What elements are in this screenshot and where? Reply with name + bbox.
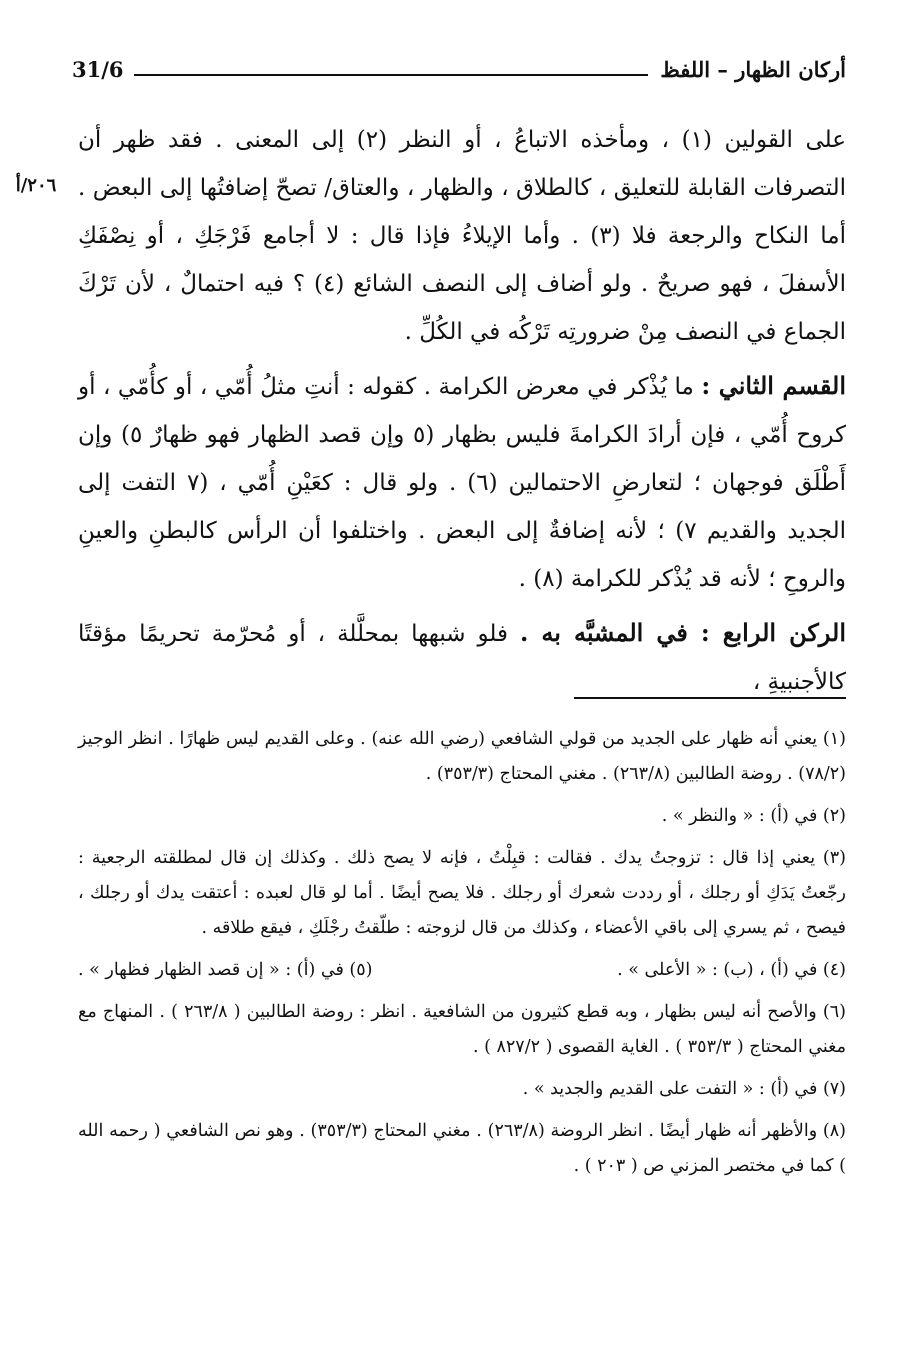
page-number: 31/6 <box>72 57 124 82</box>
footnote-separator <box>574 697 846 699</box>
paragraph-3-text: فلو شبهها بمحلَّلة ، أو مُحرّمة تحريمًا مؤقتًا كالأجنبيةِ ، <box>78 621 846 695</box>
margin-note: ٢٠٦/أ <box>15 175 57 196</box>
footnote-2: (٢) في (أ) : « والنظر » . <box>661 806 846 826</box>
header-rule <box>134 74 649 76</box>
section-heading-3: الركن الرابع : في المشبَّه به . <box>520 618 846 647</box>
footnote-row-4-5 <box>78 953 846 988</box>
footnote-8: (٨) والأظهر أنه ظهار أيضًا . انظر الروضة (٢٦٣/٨) . مغني المحتاج (٣٥٣/٣) . وهو نص الشافعي ( رحمه الله ) كما في مختصر المزني ص ( ٢٠٣ ) . <box>78 1121 846 1176</box>
section-heading-2: القسم الثاني : <box>701 371 847 400</box>
paragraph-2 <box>78 362 846 603</box>
paragraph-2-text: ما يُذْكر في معرض الكرامة . كقوله : أنتِ مثلُ أُمّي ، أو كأُمّي ، أو كروح أُمّي ، فإن أرادَ الكرامةَ فليس بظهار (٥ وإن قصد الظهار فهو ظهارٌ ٥) وإن أَطْلَق فوجهان ؛ لتعارضِ الاحتمالين (٦) . ولو قال : كعَيْنِ أُمّي ، (٧ التفت إلى الجديد والقديم ٧) ؛ لأنه إضافةٌ إلى البعض . واختلفوا أن الرأس كالبطنِ والعينِ والروحِ ؛ لأنه قد يُذْكر للكرامة (٨) . <box>78 374 847 592</box>
footnote-5: (٥) في (أ) : « إن قصد الظهار فظهار » . <box>78 960 373 980</box>
header-title: أركان الظهار – اللفظ <box>660 57 846 82</box>
footnote-4: (٤) في (أ) ، (ب) : « الأعلى » . <box>617 960 846 980</box>
running-header <box>72 48 846 82</box>
main-text <box>78 116 846 712</box>
paragraph-1: على القولين (١) ، ومأخذه الاتباعُ ، أو النظر (٢) إلى المعنى . فقد ظهر أن التصرفات القابلة للتعليق ، كالطلاق ، والظهار ، والعتاق/ تصحّ إضافتُها إلى البعض . أما النكاح والرجعة فلا (٣) . وأما الإيلاءُ فإذا قال : لا أجامع فَرْجَكِ ، أو نِصْفَكِ الأسفلَ ، فهو صريحٌ . ولو أضاف إلى النصف الشائع (٤) ؟ فيه احتمالٌ ، لأن تَرْكَ الجماع في النصف مِنْ ضرورتِه تَرْكُه في الكُلِّ . <box>78 127 847 345</box>
footnote-3: (٣) يعني إذا قال : تزوجتُ يدك . فقالت : قبِلْتُ ، فإنه لا يصح ذلك . وكذلك إن قال لمطلقته الرجعية : رجّعتُ يَدَكِ أو رجلك ، أو رددت شعرك أو رجلك . فلا يصح أيضًا . أما لو قال لعبده : أعتقت يدك أو رجلك ، فيصح ، ثم يسري إلى باقي الأعضاء ، وكذلك من قال لزوجته : طلّقتُ رجْلَكِ ، فيقع طلاقه . <box>78 848 846 938</box>
footnote-6: (٦) والأصح أنه ليس بظهار ، وبه قطع كثيرون من الشافعية . انظر : روضة الطالبين ( ٢٦٣/٨ ) . المنهاج مع مغني المحتاج ( ٣٥٣/٣ ) . الغاية القصوى ( ٨٢٧/٢ ) . <box>78 1002 846 1057</box>
footnotes <box>78 722 846 1191</box>
paragraph-3 <box>78 609 846 706</box>
footnote-1: (١) يعني أنه ظهار على الجديد من قولي الشافعي (رضي الله عنه) . وعلى القديم ليس ظهارًا . انظر الوجيز (٧٨/٢) . روضة الطالبين (٢٦٣/٨) . مغني المحتاج (٣٥٣/٣) . <box>78 729 846 784</box>
footnote-7: (٧) في (أ) : « التفت على القديم والجديد » . <box>522 1079 846 1099</box>
